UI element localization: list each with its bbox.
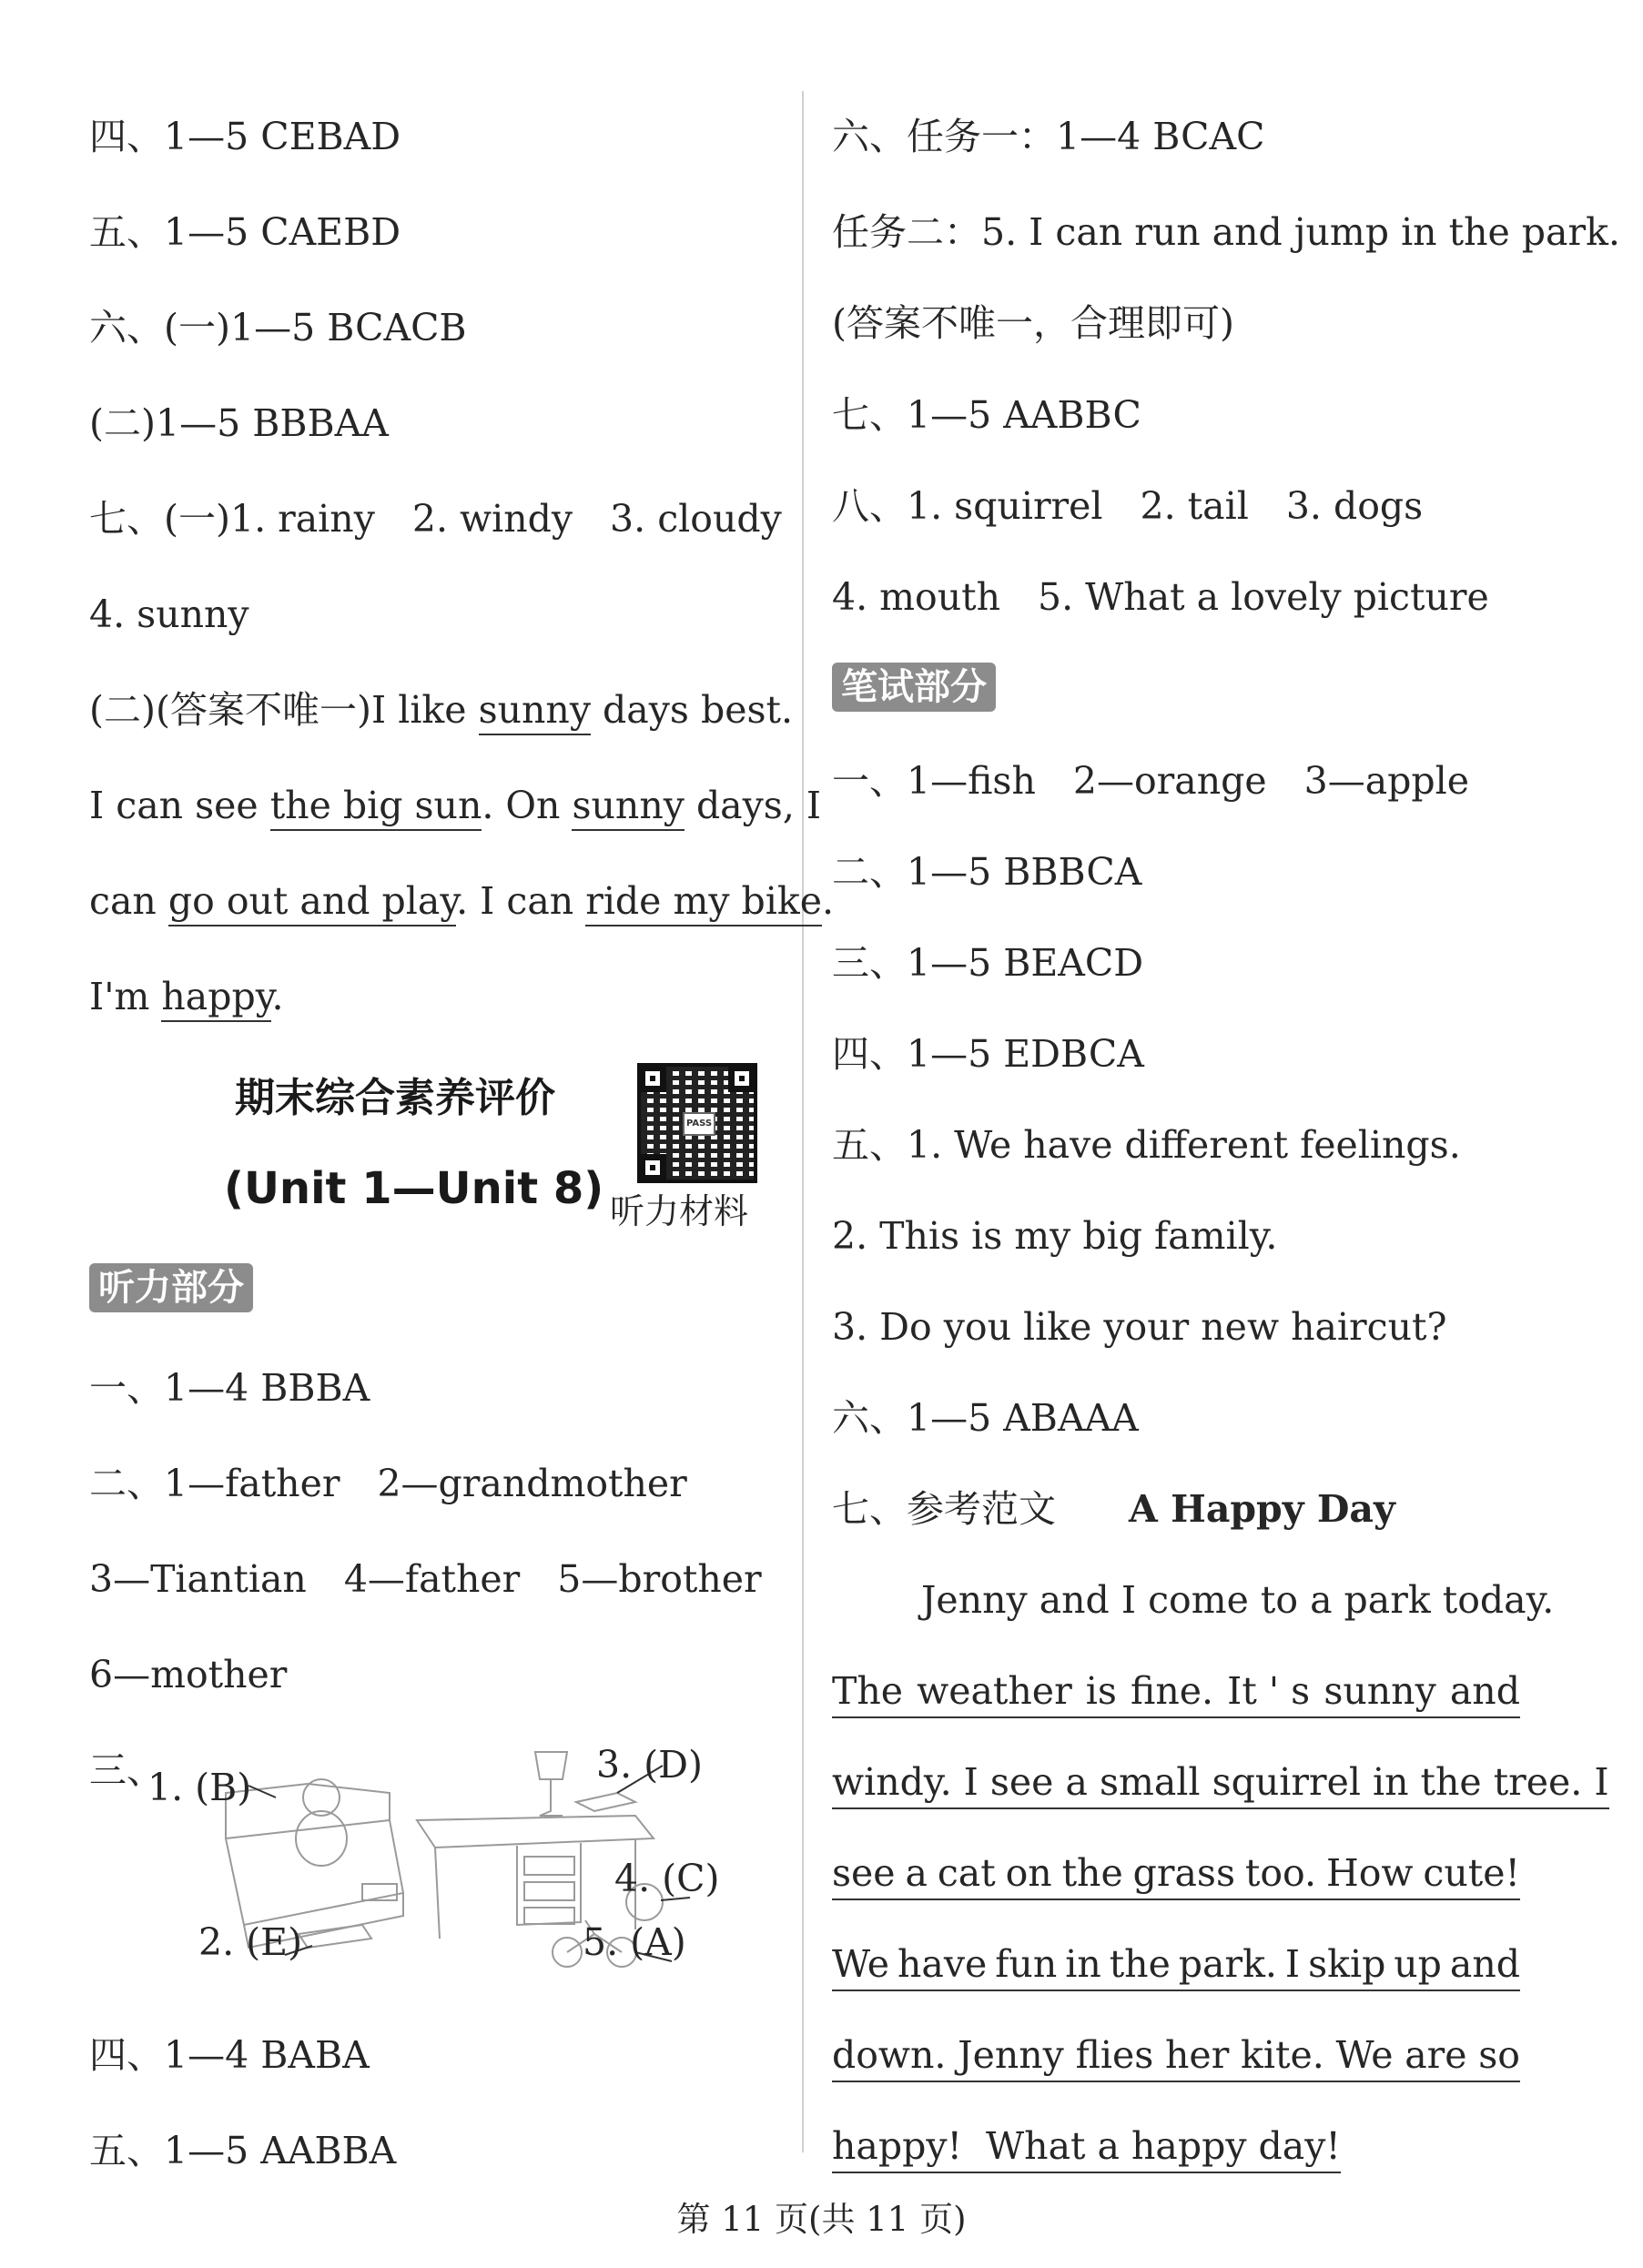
answer-line: 七、(一)1. rainy 2. windy 3. cloudy (89, 497, 782, 541)
exam-title: 期末综合素养评价 (235, 1075, 555, 1121)
q3-label: 4. (C) (614, 1857, 720, 1900)
answer-line: 一、1—fish 2—orange 3—apple (832, 759, 1470, 803)
written-section-badge: 笔试部分 (832, 663, 996, 712)
answer-line: 4. sunny (89, 592, 249, 636)
answer-line: 二、1—father 2—grandmother (89, 1462, 687, 1505)
q3-label: 2. (E) (198, 1920, 303, 1964)
page-footer: 第 11 页(共 11 页) (676, 2200, 967, 2239)
paragraph-line: I can see the big sun. On sunny days, I (89, 780, 821, 831)
answer-line: 一、1—4 BBBA (89, 1366, 370, 1410)
answer-line: (二)1—5 BBBAA (89, 401, 389, 445)
essay-line: happy! What a happy day! (832, 2121, 1341, 2173)
paragraph-line: (二)(答案不唯一)I like sunny days best. (89, 684, 793, 735)
exam-subtitle: (Unit 1—Unit 8) (224, 1163, 604, 1214)
essay-line: We have fun in the park. I skip up and (832, 1939, 1520, 1991)
listening-section-badge: 听力部分 (89, 1263, 253, 1312)
essay-heading: 七、参考范文 A Happy Day (832, 1487, 1395, 1531)
answer-line: 六、(一)1—5 BCACB (89, 306, 467, 349)
qr-code-icon[interactable] (637, 1063, 757, 1183)
essay-line: The weather is fine. It ' s sunny and (832, 1666, 1520, 1718)
answer-line: 四、1—5 EDBCA (832, 1032, 1144, 1076)
answer-line: 七、1—5 AABBC (832, 393, 1141, 437)
qr-caption: 听力材料 (610, 1191, 749, 1231)
answer-line: 6—mother (89, 1653, 288, 1696)
answer-line: 五、1. We have different feelings. (832, 1123, 1461, 1167)
answer-line: (答案不唯一，合理即可) (832, 301, 1234, 345)
answer-line: 3. Do you like your new haircut? (832, 1305, 1447, 1349)
column-divider (802, 91, 804, 2152)
answer-line: 任务二：5. I can run and jump in the park. (832, 210, 1620, 254)
answer-line: 八、1. squirrel 2. tail 3. dogs (832, 484, 1424, 528)
answer-line: 六、1—5 ABAAA (832, 1396, 1139, 1440)
paragraph-line: can go out and play. I can ride my bike. (89, 876, 834, 926)
girl (296, 1811, 347, 1866)
toy-plane (299, 1925, 371, 1948)
essay-line: windy. I see a small squirrel in the tree. I (832, 1757, 1609, 1809)
essay-line: down. Jenny flies her kite. We are so (832, 2030, 1520, 2082)
answer-line: 二、1—5 BBBCA (832, 850, 1142, 894)
answer-line: 4. mouth 5. What a lovely picture (832, 575, 1489, 619)
bed (226, 1820, 403, 1925)
answer-line: 六、任务一：1—4 BCAC (832, 115, 1265, 158)
answer-line: 3—Tiantian 4—father 5—brother (89, 1557, 762, 1601)
lamp (535, 1752, 567, 1816)
essay-first-line: Jenny and I come to a park today. (921, 1578, 1555, 1622)
q3-label: 3. (D) (596, 1743, 704, 1787)
essay-line: see a cat on the grass too. How cute! (832, 1848, 1520, 1900)
answer-line: 五、1—5 AABBA (89, 2129, 397, 2172)
paragraph-line: I'm happy. (89, 971, 284, 1022)
essay-title: A Happy Day (1129, 1487, 1395, 1531)
answer-line: 2. This is my big family. (832, 1214, 1278, 1258)
q3-label: 1. (B) (147, 1766, 252, 1809)
answer-line: 五、1—5 CAEBD (89, 210, 401, 254)
qr-logo: PASS (683, 1112, 715, 1136)
answer-line: 三、1—5 BEACD (832, 941, 1144, 985)
question-prefix: 三、 (89, 1748, 164, 1792)
desk (417, 1816, 654, 1848)
answer-line: 四、1—4 BABA (89, 2033, 370, 2077)
answer-line: 四、1—5 CEBAD (89, 115, 401, 158)
q3-label: 5. (A) (583, 1920, 686, 1964)
